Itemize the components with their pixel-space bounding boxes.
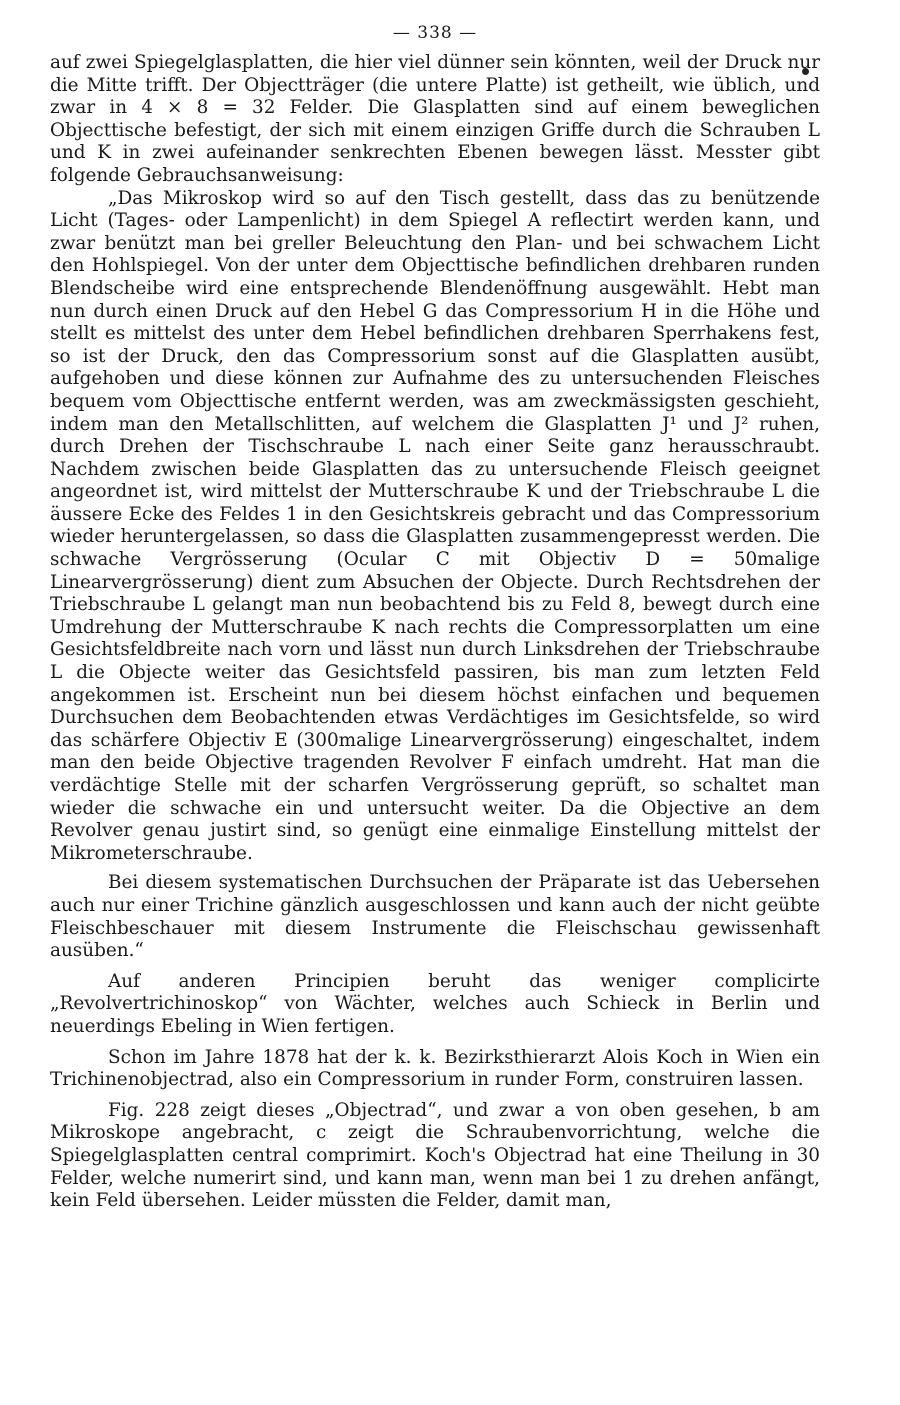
paragraph-revolvertrichinoskop: Auf anderen Principien beruht das weniger complicirte „Revolvertrichinoskop“ von Wächter, welches auch Schieck in Berlin und neuerdings Ebeling in Wien fertigen. <box>50 970 820 1037</box>
paragraph-intro: auf zwei Spiegelglasplatten, die hier viel dünner sein könnten, weil der Druck nur die Mitte trifft. Der Objectträger (die untere Platte) ist getheilt, wie üblich, und zwar in 4 × 8 = 32 Felder. Die Glasplatten sind auf einem beweglichen Objecttische befestigt, der sich mit einem einzigen Griffe durch die Schrauben L und K in zwei aufeinander senkrechten Ebenen bewegen lässt. Messter gibt folgende Gebrauchsanweisung: <box>50 52 820 186</box>
paragraph-fig-228: Fig. 228 zeigt dieses „Objectrad“, und zwar a von oben gesehen, b am Mikroskope angebracht, c zeigt die Schraubenvorrichtung, welche die Spiegelglasplatten central comprimirt. Koch's Objectrad hat eine Theilung in 30 Felder, welche numerirt sind, und kann man, wenn man bei 1 zu drehen anfängt, kein Feld übersehen. Leider müssten die Felder, damit man, <box>50 1099 820 1212</box>
page-number: — 338 — <box>392 23 478 43</box>
page <box>50 18 820 1219</box>
paragraph-systematic: Bei diesem systematischen Durchsuchen der Präparate ist das Uebersehen auch nur einer Trichine gänzlich ausgeschlossen und kann auch der nicht geübte Fleischbeschauer mit diesem Instrumente die Fleischschau gewissenhaft ausüben.“ <box>50 872 820 962</box>
paragraph-instructions: „Das Mikroskop wird so auf den Tisch gestellt, dass das zu benützende Licht (Tages- oder Lampenlicht) in dem Spiegel A reflectirt werden kann, und zwar benützt man bei greller Beleuchtung den Plan- und bei schwachem Licht den Hohlspiegel. Von der unter dem Objecttische befindlichen drehbaren runden Blendscheibe wird eine entsprechende Blendenöffnung ausgewählt. Hebt man nun durch einen Druck auf den Hebel G das Compressorium H in die Höhe und stellt es mittelst des unter dem Hebel befindlichen drehbaren Sperrhakens fest, so ist der Druck, den das Compressorium sonst auf die Glasplatten ausübt, aufgehoben und diese können zur Aufnahme des zu untersuchenden Fleisches bequem vom Objecttische entfernt werden, was am zweckmässigsten geschieht, indem man den Metallschlitten, auf welchem die Glasplatten J¹ und J² ruhen, durch Drehen der Tischschraube L nach einer Seite ganz herausschraubt. Nachdem zwischen beide Glasplatten das zu untersuchende Fleisch geeignet angeordnet ist, wird mittelst der Mutterschraube K und der Triebschraube L die äussere Ecke des Feldes 1 in den Gesichtskreis gebracht und das Compressorium wieder heruntergelassen, so dass die Glasplatten zusammengepresst werden. Die schwache Vergrösserung (Ocular C mit Objectiv D = 50malige Linearvergrösserung) dient zum Absuchen der Objecte. Durch Rechtsdrehen der Triebschraube L gelangt man nun beobachtend bis zu Feld 8, bewegt durch eine Umdrehung der Mutterschraube K nach rechts die Compressorplatten um eine Gesichtsfeldbreite nach vorn und lässt nun durch Linksdrehen der Triebschraube L die Objecte weiter das Gesichtsfeld passiren, bis man zum letzten Feld angekommen ist. Erscheint nun bei diesem höchst einfachen und bequemen Durchsuchen dem Beobachtenden etwas Verdächtiges im Gesichtsfelde, so wird das schärfere Objectiv E (300malige Linearvergrösserung) eingeschaltet, indem man den beide Objective tragenden Revolver F einfach umdreht. Hat man die verdächtige Stelle mit der scharfen Vergrösserung geprüft, so schaltet man wieder die schwache ein und untersucht weiter. Da die Objective an dem Revolver genau justirt sind, so genügt eine einmalige Einstellung mittelst der Mikrometerschraube. <box>50 187 820 864</box>
paragraph-objectrad: Schon im Jahre 1878 hat der k. k. Bezirksthierarzt Alois Koch in Wien ein Trichinenobjectrad, also ein Compressorium in runder Form, construiren lassen. <box>50 1046 820 1091</box>
